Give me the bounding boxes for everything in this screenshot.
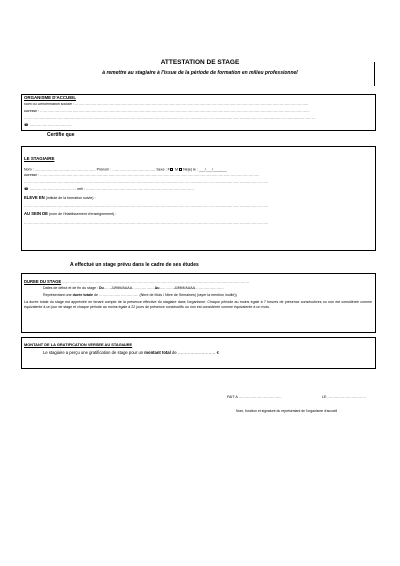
- dates-row: [43, 287, 224, 291]
- stagiaire-heading: LE STAGIAIRE: [24, 156, 55, 161]
- date-signature-field[interactable]: LE……………………………: [322, 395, 366, 399]
- sexe-m-label: M: [174, 167, 178, 172]
- au-sein-row: [24, 212, 116, 217]
- fait-a-field[interactable]: FAIT A ………………………………: [227, 395, 282, 399]
- au-sein-field[interactable]: ……………………………………………………………………………………………………………………………………………………………………………………: [24, 222, 269, 225]
- organisme-nom-field[interactable]: Nom ou Dénomination sociale : ……………………………………………………………………………………………………………………………………………………………………………: [24, 103, 309, 106]
- duree-totale-row: [43, 294, 237, 298]
- certifie-que: Certifie que: [47, 132, 75, 138]
- stagiaire-nom-field[interactable]: Nom : …………………………………………… Prénom : ……………………………… Sexe : F: [24, 167, 170, 172]
- organisme-adresse-field[interactable]: Adresse : ………………………………………………………………………………………………………………………………………………………………………………………………………: [24, 110, 310, 113]
- stagiaire-phone-mail-field[interactable]: ☎ ………………………………… mél : ………………………………………………………………………………: [24, 187, 194, 191]
- montant-total-label: montant total: [144, 350, 171, 355]
- eleve-en-field[interactable]: ……………………………………………………………………………………………………………………………………………………………………………………: [24, 205, 269, 208]
- stage-effectue-statement: A effectué un stage prévu dans le cadre de ses études: [70, 262, 199, 268]
- sexe-f-checkbox[interactable]: [170, 168, 173, 171]
- organisme-heading: ORGANISME D'ACCUEIL: [24, 95, 77, 100]
- duree-heading-dots: …………………………………………………………………………………………………………………………………………: [62, 280, 250, 284]
- duree-heading-row: [24, 280, 369, 285]
- au-sein-note: (nom de l'établissement d'enseignement) :: [48, 212, 117, 216]
- duree-heading: DUREE DU STAGE: [24, 280, 62, 284]
- representant-label: Représentant une: [43, 293, 72, 297]
- date-fin-field[interactable]: …………JJ/MM/AAAA……………………: [159, 286, 224, 290]
- stagiaire-adresse-field[interactable]: Adresse : …………………………………………………………………………………………………………………………………………………………………: [24, 174, 260, 177]
- sexe-m-checkbox[interactable]: [179, 168, 182, 171]
- au-label: Au: [154, 286, 160, 290]
- eleve-en-row: [24, 196, 95, 201]
- document-subtitle: à remettre au stagiaire à l'issue de la période de formation en milieu professionnel: [102, 70, 298, 76]
- margin-rule: [374, 62, 375, 86]
- duree-unit-note: (Nbre de Mois / Nbre de Semaines) (rayer la mention inutile)): [139, 293, 237, 297]
- date-debut-field[interactable]: ……JJ/MM/AAAA………………: [103, 286, 154, 290]
- au-sein-label: AU SEIN DE: [24, 211, 48, 216]
- montant-total-field[interactable]: de ……………………… €: [171, 350, 219, 355]
- organisme-adresse-line2[interactable]: ………………………………………………………………………………………………………………………………………………………………………………………………………………………: [24, 117, 316, 120]
- duree-totale-field[interactable]: de ……………………………: [93, 293, 139, 297]
- gratification-text: Le stagiaire a perçu une gratification de stage pour un: [43, 350, 144, 355]
- gratification-heading: MONTANT DE LA GRATIFICATION VERSEE AU STAGIAIRE: [24, 342, 133, 347]
- dates-label: Dates de début et de fin du stage :: [43, 286, 99, 290]
- du-label: Du: [98, 286, 104, 290]
- date-naissance-field[interactable]: Né(e) le : ___/___/_______: [183, 167, 227, 172]
- eleve-en-label: ELEVE EN: [24, 195, 45, 200]
- organisme-phone-field[interactable]: ☎ ………………………………: [24, 123, 73, 127]
- duree-explanation: La durée totale du stage est appréciée en tenant compte de la présence effective du stagiaire dans l'organisme. Chaque période au moins égale à 7 heures de présence consécutives ou non est considérée comme équivalente à un jour de stage et chaque période au moins égale à 22 jours de présence consécutifs ou non est considérée comme équivalente à un mois.: [24, 300, 372, 309]
- signature-note: Nom, fonction et signature du représentant de l'organisme d'accueil: [236, 409, 338, 413]
- gratification-row: [43, 351, 219, 355]
- eleve-en-note: (intitulé de la formation suivie) :: [45, 196, 96, 200]
- document-title: ATTESTATION DE STAGE: [160, 59, 240, 66]
- duree-totale-label: durée totale: [72, 293, 93, 297]
- stagiaire-adresse-line2[interactable]: ……………………………………………………………………………………………………………………………………………………………………………………: [24, 181, 269, 184]
- stagiaire-nom-row: [24, 168, 227, 172]
